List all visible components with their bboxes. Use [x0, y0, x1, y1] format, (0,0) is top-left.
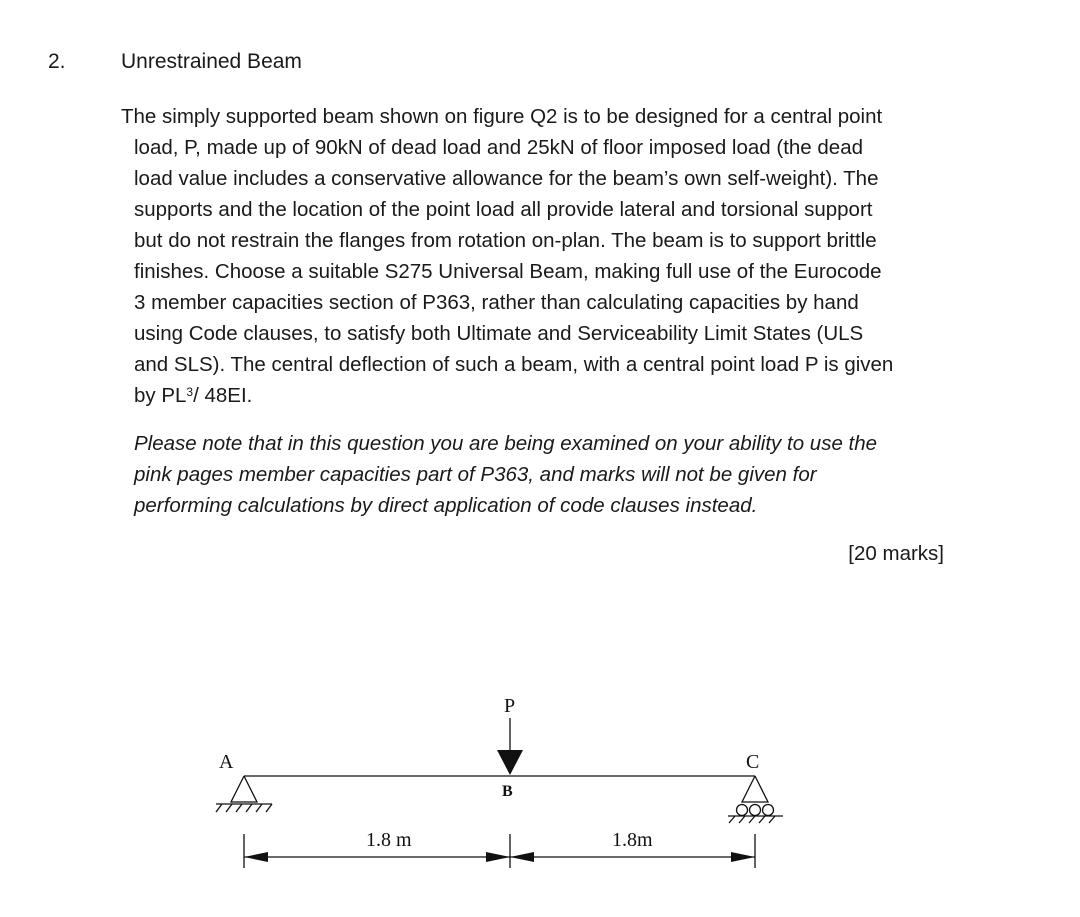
body-line: finishes. Choose a suitable S275 Universal Beam, making full use of the Eurocode [134, 260, 882, 283]
load-arrow-head [497, 750, 523, 775]
body-line: supports and the location of the point load all provide lateral and torsional support [134, 198, 873, 221]
body-line: load, P, made up of 90kN of dead load and 25kN of floor imposed load (the dead [134, 136, 864, 159]
note-line: pink pages member capacities part of P363, and marks will not be given for [134, 463, 817, 486]
note-line: performing calculations by direct application of code clauses instead. [134, 494, 758, 517]
formula-superscript: 3 [186, 385, 194, 399]
load-label: P [504, 695, 516, 717]
body-line: 3 member capacities section of P363, rather than calculating capacities by hand [134, 291, 859, 314]
body-line: and SLS). The central deflection of such a beam, with a central point load P is given [134, 353, 894, 376]
body-line: using Code clauses, to satisfy both Ultimate and Serviceability Limit States (ULS [134, 322, 864, 345]
pin-support-a [216, 776, 272, 812]
span-label-right: 1.8m [612, 829, 653, 851]
point-label-b: B [502, 783, 513, 800]
note-line: Please note that in this question you are being examined on your ability to use the [134, 432, 878, 455]
formula-prefix: by PL [134, 384, 187, 407]
formula-suffix: / 48EI. [193, 384, 253, 407]
body-line: The simply supported beam shown on figure Q2 is to be designed for a central point [121, 105, 883, 128]
roller-support-c [728, 776, 783, 823]
span-label-left: 1.8 m [366, 829, 412, 851]
body-line: but do not restrain the flanges from rotation on-plan. The beam is to support brittle [134, 229, 877, 252]
support-label-c: C [746, 751, 760, 773]
support-label-a: A [219, 751, 234, 773]
body-line: load value includes a conservative allowance for the beam’s own self-weight). The [134, 167, 879, 190]
marks-label: [20 marks] [848, 542, 944, 565]
question-title: Unrestrained Beam [121, 50, 302, 73]
dimension-line [244, 834, 755, 868]
question-number: 2. [48, 50, 66, 73]
